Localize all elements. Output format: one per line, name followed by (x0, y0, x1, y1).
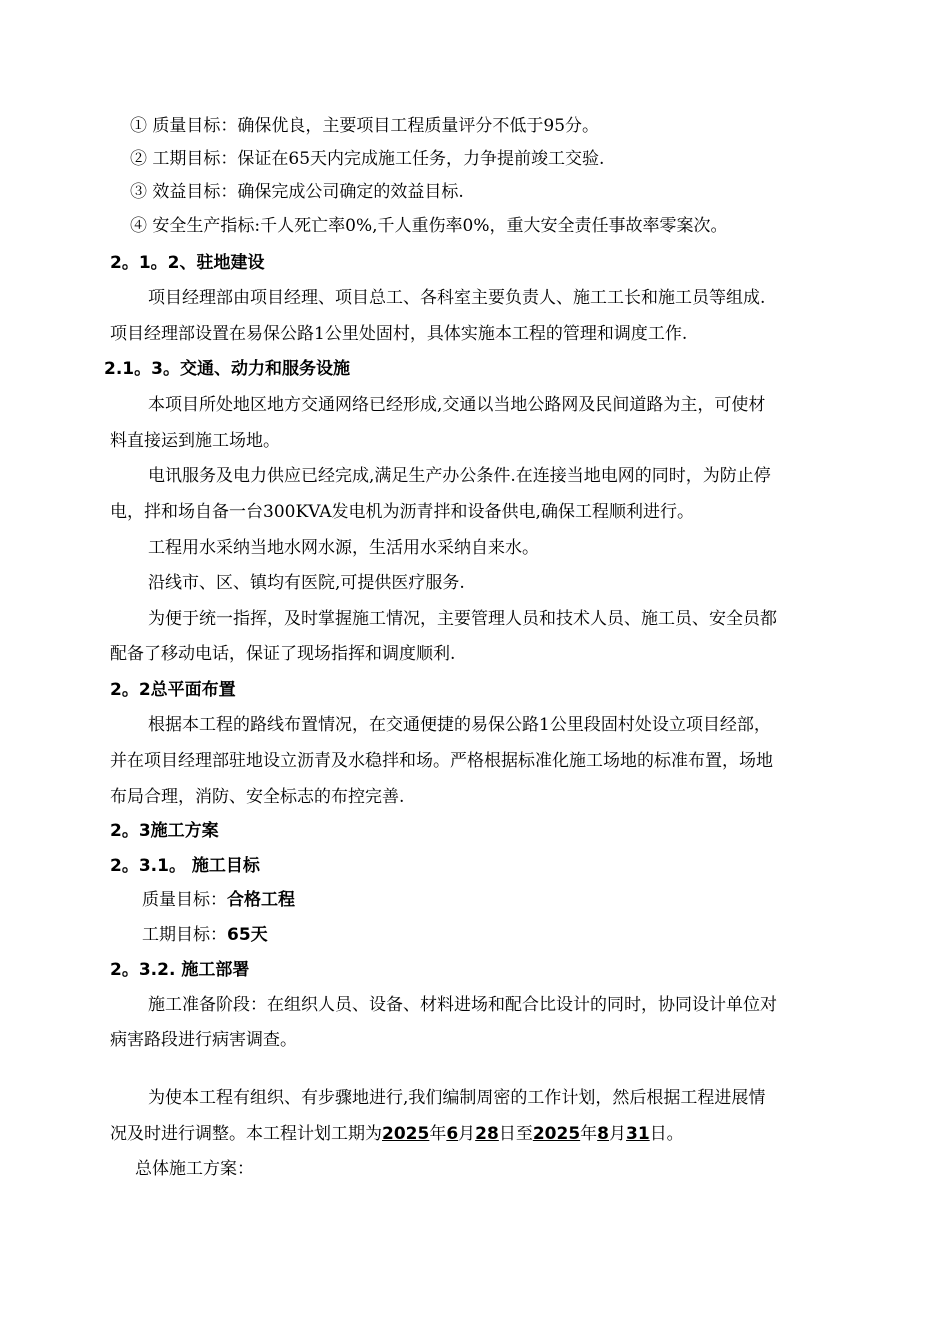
end-year: 2025 (532, 1124, 581, 1144)
schedule-prefix: 况及时进行调整。本工程计划工期为 (110, 1124, 382, 1144)
start-day: 28 (475, 1124, 499, 1144)
year-char: 年 (429, 1124, 447, 1144)
goal-safety: ④ 安全生产指标:千人死亡率0%,千人重伤率0%，重大安全责任事故率零案次。 (130, 216, 728, 236)
period-target-value: 65天 (227, 925, 268, 945)
quality-target-label: 质量目标： (142, 890, 227, 910)
schedule-line (110, 1122, 684, 1146)
year-char: 年 (580, 1124, 598, 1144)
goal-period: ② 工期目标：保证在65天内完成施工任务，力争提前竣工交验. (130, 149, 605, 169)
paragraph-line: 电讯服务及电力供应已经完成,满足生产办公条件.在连接当地电网的同时，为防止停 (148, 466, 771, 486)
heading-2-3-2: 2。3.2. 施工部署 (110, 960, 250, 980)
paragraph-line: 本项目所处地区地方交通网络已经形成,交通以当地公路网及民间道路为主，可使材 (148, 395, 766, 415)
day-to: 日至 (498, 1124, 533, 1144)
paragraph-line: 根据本工程的路线布置情况，在交通便捷的易保公路1公里段固村处设立项目经部， (148, 715, 771, 735)
end-day: 31 (626, 1124, 650, 1144)
paragraph-line: 料直接运到施工场地。 (110, 431, 280, 451)
start-year: 2025 (382, 1124, 430, 1144)
period-target-label: 工期目标： (142, 925, 227, 945)
paragraph-line: 项目经理部由项目经理、项目总工、各科室主要负责人、施工工长和施工员等组成. (148, 288, 766, 308)
heading-2-3: 2。3施工方案 (110, 821, 219, 841)
quality-target (142, 888, 295, 912)
overall-plan-label: 总体施工方案： (135, 1159, 254, 1179)
paragraph-line: 配备了移动电话，保证了现场指挥和调度顺利. (110, 644, 456, 664)
goal-quality: ① 质量目标：确保优良，主要项目工程质量评分不低于95分。 (130, 116, 600, 136)
heading-2-3-1: 2。3.1。 施工目标 (110, 856, 260, 876)
heading-2-2: 2。2总平面布置 (110, 680, 236, 700)
paragraph-line: 沿线市、区、镇均有医院,可提供医疗服务. (148, 573, 465, 593)
paragraph-line: 并在项目经理部驻地设立沥青及水稳拌和场。严格根据标准化施工场地的标准布置，场地 (110, 751, 773, 771)
paragraph-line: 为使本工程有组织、有步骤地进行,我们编制周密的工作计划，然后根据工程进展情 (148, 1088, 766, 1108)
paragraph-line: 布局合理，消防、安全标志的布控完善. (110, 787, 405, 807)
quality-target-value: 合格工程 (227, 890, 295, 910)
heading-2-1-2: 2。1。2、驻地建设 (110, 253, 265, 273)
month-char: 月 (609, 1124, 627, 1144)
paragraph-line: 电，拌和场自备一台300KVA发电机为沥青拌和设备供电,确保工程顺利进行。 (110, 502, 694, 522)
paragraph-line: 为便于统一指挥，及时掌握施工情况，主要管理人员和技术人员、施工员、安全员都 (148, 609, 777, 629)
paragraph-line: 病害路段进行病害调查。 (110, 1030, 297, 1050)
paragraph-line: 工程用水采纳当地水网水源，生活用水采纳自来水。 (148, 538, 539, 558)
paragraph-line: 施工准备阶段：在组织人员、设备、材料进场和配合比设计的同时，协同设计单位对 (148, 995, 777, 1015)
end-month: 8 (597, 1124, 610, 1144)
month-char: 月 (458, 1124, 476, 1144)
paragraph-line: 项目经理部设置在易保公路1公里处固村，具体实施本工程的管理和调度工作. (110, 324, 688, 344)
start-month: 6 (446, 1124, 459, 1144)
goal-benefit: ③ 效益目标：确保完成公司确定的效益目标. (130, 182, 464, 202)
heading-2-1-3: 2.1。3。交通、动力和服务设施 (104, 359, 350, 379)
day-end: 日。 (649, 1124, 684, 1144)
period-target (142, 923, 268, 947)
